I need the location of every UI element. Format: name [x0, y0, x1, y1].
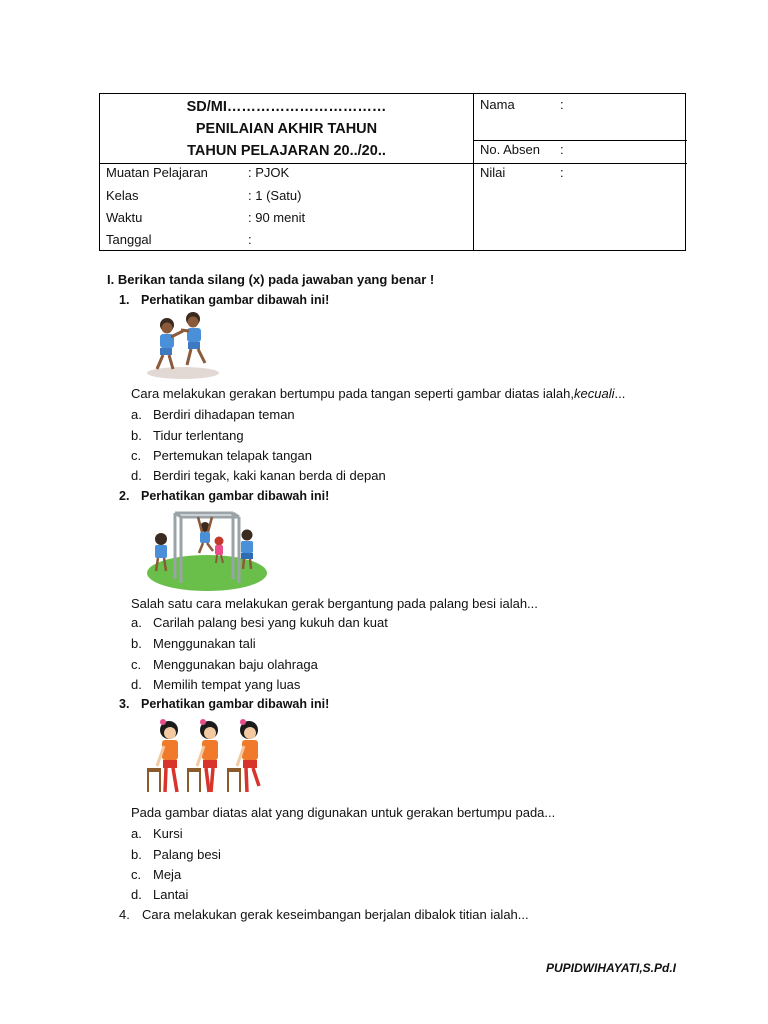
- option-text: Meja: [153, 867, 182, 882]
- girls-chair-illustration: [143, 716, 267, 800]
- header-table: [99, 93, 686, 251]
- info-label-date: Tanggal: [106, 232, 152, 247]
- school-year: TAHUN PELAJARAN 20../20..: [187, 143, 386, 159]
- question-heading: Perhatikan gambar dibawah ini!: [141, 489, 330, 503]
- score-colon: :: [560, 165, 564, 180]
- kids-hand-support-illustration: [143, 309, 221, 381]
- question-number: 1.: [119, 293, 130, 307]
- name-colon: :: [560, 97, 564, 112]
- score-label: Nilai: [480, 165, 506, 180]
- option-text: Memilih tempat yang luas: [153, 677, 301, 692]
- option-letter: c.: [131, 657, 142, 672]
- question-number: 3.: [119, 697, 130, 711]
- option-text: Tidur terlentang: [153, 428, 244, 443]
- option-letter: b.: [131, 428, 142, 443]
- question-number: 4.: [119, 907, 130, 922]
- monkey-bars-illustration: [143, 507, 267, 593]
- option-text: Lantai: [153, 887, 189, 902]
- option-letter: a.: [131, 826, 142, 841]
- option-text: Palang besi: [153, 847, 221, 862]
- option-text: Berdiri dihadapan teman: [153, 407, 295, 422]
- info-label-class: Kelas: [106, 188, 139, 203]
- option-text: Menggunakan tali: [153, 636, 256, 651]
- option-text: Berdiri tegak, kaki kanan berda di depan: [153, 468, 386, 483]
- question-heading: Perhatikan gambar dibawah ini!: [141, 697, 330, 711]
- info-label-subject: Muatan Pelajaran: [106, 165, 208, 180]
- question-stem: Pada gambar diatas alat yang digunakan untuk gerakan bertumpu pada...: [131, 805, 556, 820]
- option-text: Pertemukan telapak tangan: [153, 448, 312, 463]
- option-letter: c.: [131, 448, 142, 463]
- info-value-subject: : PJOK: [248, 165, 290, 180]
- absen-label: No. Absen: [480, 142, 540, 157]
- info-value-class: : 1 (Satu): [248, 188, 302, 203]
- table-divider: [473, 94, 474, 250]
- question-heading: Cara melakukan gerak keseimbangan berjalan dibalok titian ialah...: [142, 907, 529, 922]
- option-letter: d.: [131, 887, 142, 902]
- info-value-time: : 90 menit: [248, 210, 306, 225]
- option-letter: a.: [131, 407, 142, 422]
- question-stem: Cara melakukan gerakan bertumpu pada tangan seperti gambar diatas ialah,kecuali...: [131, 386, 626, 401]
- table-divider: [473, 163, 687, 164]
- info-value-date: :: [248, 232, 252, 247]
- question-heading: Perhatikan gambar dibawah ini!: [141, 293, 330, 307]
- name-label: Nama: [480, 97, 515, 112]
- option-letter: d.: [131, 468, 142, 483]
- school-name: SD/MI……………………………: [186, 99, 387, 115]
- absen-colon: :: [560, 142, 564, 157]
- option-text: Carilah palang besi yang kukuh dan kuat: [153, 615, 388, 630]
- option-letter: c.: [131, 867, 142, 882]
- option-letter: b.: [131, 636, 142, 651]
- exam-title: PENILAIAN AKHIR TAHUN: [195, 121, 378, 137]
- question-stem: Salah satu cara melakukan gerak bergantung pada palang besi ialah...: [131, 596, 538, 611]
- question-number: 2.: [119, 489, 130, 503]
- option-letter: b.: [131, 847, 142, 862]
- table-divider: [100, 163, 474, 164]
- option-text: Kursi: [153, 826, 183, 841]
- table-divider: [473, 140, 687, 141]
- option-letter: a.: [131, 615, 142, 630]
- section-title: I. Berikan tanda silang (x) pada jawaban yang benar !: [107, 272, 435, 287]
- option-text: Menggunakan baju olahraga: [153, 657, 318, 672]
- author-footer: PUPIDWIHAYATI,S.Pd.I: [546, 961, 677, 975]
- info-label-time: Waktu: [106, 210, 143, 225]
- option-letter: d.: [131, 677, 142, 692]
